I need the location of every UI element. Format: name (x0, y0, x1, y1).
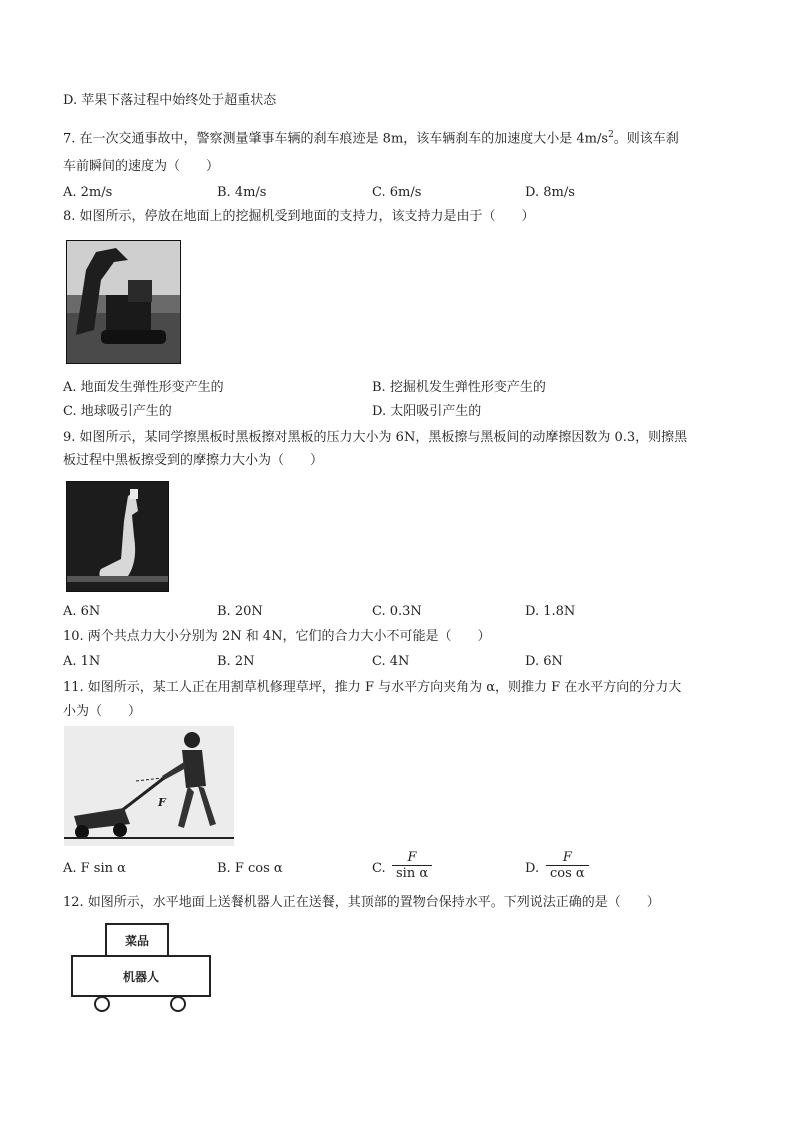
robot-diagram (66, 920, 216, 1016)
q7-stem-text: 7. 在一次交通事故中，警察测量肇事车辆的刹车痕迹是 8m，该车辆刹车的加速度大小是 4m/s (63, 131, 609, 147)
q11-option-c-numerator: F (392, 850, 432, 866)
q11-option-b: B. F cos α (217, 861, 283, 876)
q11-option-d-denominator: cos α (550, 866, 585, 881)
q11-stem-line1: 11. 如图所示，某工人正在用割草机修理草坪，推力 F 与水平方向夹角为 α，则推力 F 在水平方向的分力大 (63, 680, 682, 695)
q11-option-d-fraction (546, 850, 589, 881)
q9-option-b: B. 20N (217, 604, 263, 619)
q8-option-b: B. 挖掘机发生弹性形变产生的 (372, 380, 546, 395)
q11-option-a: A. F sin α (63, 861, 126, 876)
force-label: F (158, 796, 166, 809)
lawnmower-figure (64, 726, 234, 846)
blackboard-photo (66, 481, 169, 592)
dish-box-label: 菜品 (124, 934, 150, 948)
q12-stem: 12. 如图所示，水平地面上送餐机器人正在送餐，其顶部的置物台保持水平。下列说法正确的是（ ） (63, 895, 660, 910)
q9-option-d: D. 1.8N (525, 604, 576, 619)
q11-option-d-numerator: F (546, 850, 589, 866)
q6-option-d: D. 苹果下落过程中始终处于超重状态 (63, 93, 277, 108)
excavator-photo (66, 240, 181, 364)
q7-option-c: C. 6m/s (372, 185, 422, 200)
q9-option-a: A. 6N (63, 604, 101, 619)
q11-stem-line2: 小为（ ） (63, 704, 142, 719)
q7-option-a: A. 2m/s (63, 185, 113, 200)
q11-option-d-letter: D. (525, 861, 540, 876)
q7-stem-end: 。则该车刹 (613, 131, 679, 147)
q7-stem-line2: 车前瞬间的速度为（ ） (63, 159, 220, 174)
q10-option-b: B. 2N (217, 654, 255, 669)
q10-option-a: A. 1N (63, 654, 101, 669)
q10-option-d: D. 6N (525, 654, 563, 669)
q7-option-b: B. 4m/s (217, 185, 267, 200)
q9-option-c: C. 0.3N (372, 604, 422, 619)
q9-stem-line1: 9. 如图所示，某同学擦黑板时黑板擦对黑板的压力大小为 6N，黑板擦与黑板间的动摩擦因数为 0.3，则擦黑 (63, 430, 688, 445)
q7-option-d: D. 8m/s (525, 185, 575, 200)
q8-option-a: A. 地面发生弹性形变产生的 (63, 380, 224, 395)
q7-stem-line1 (63, 126, 679, 148)
q8-option-c: C. 地球吸引产生的 (63, 404, 172, 419)
q10-option-c: C. 4N (372, 654, 410, 669)
robot-body-label: 机器人 (122, 970, 160, 984)
q9-stem-line2: 板过程中黑板擦受到的摩擦力大小为（ ） (63, 453, 324, 468)
q11-option-c-denominator: sin α (396, 866, 429, 881)
q10-stem: 10. 两个共点力大小分别为 2N 和 4N，它们的合力大小不可能是（ ） (63, 629, 491, 644)
q11-option-c-fraction (392, 850, 432, 881)
q8-stem: 8. 如图所示，停放在地面上的挖掘机受到地面的支持力，该支持力是由于（ ） (63, 209, 535, 224)
q11-option-c-letter: C. (372, 861, 386, 876)
q8-option-d: D. 太阳吸引产生的 (372, 404, 482, 419)
q7-superscript: 2 (608, 130, 614, 140)
